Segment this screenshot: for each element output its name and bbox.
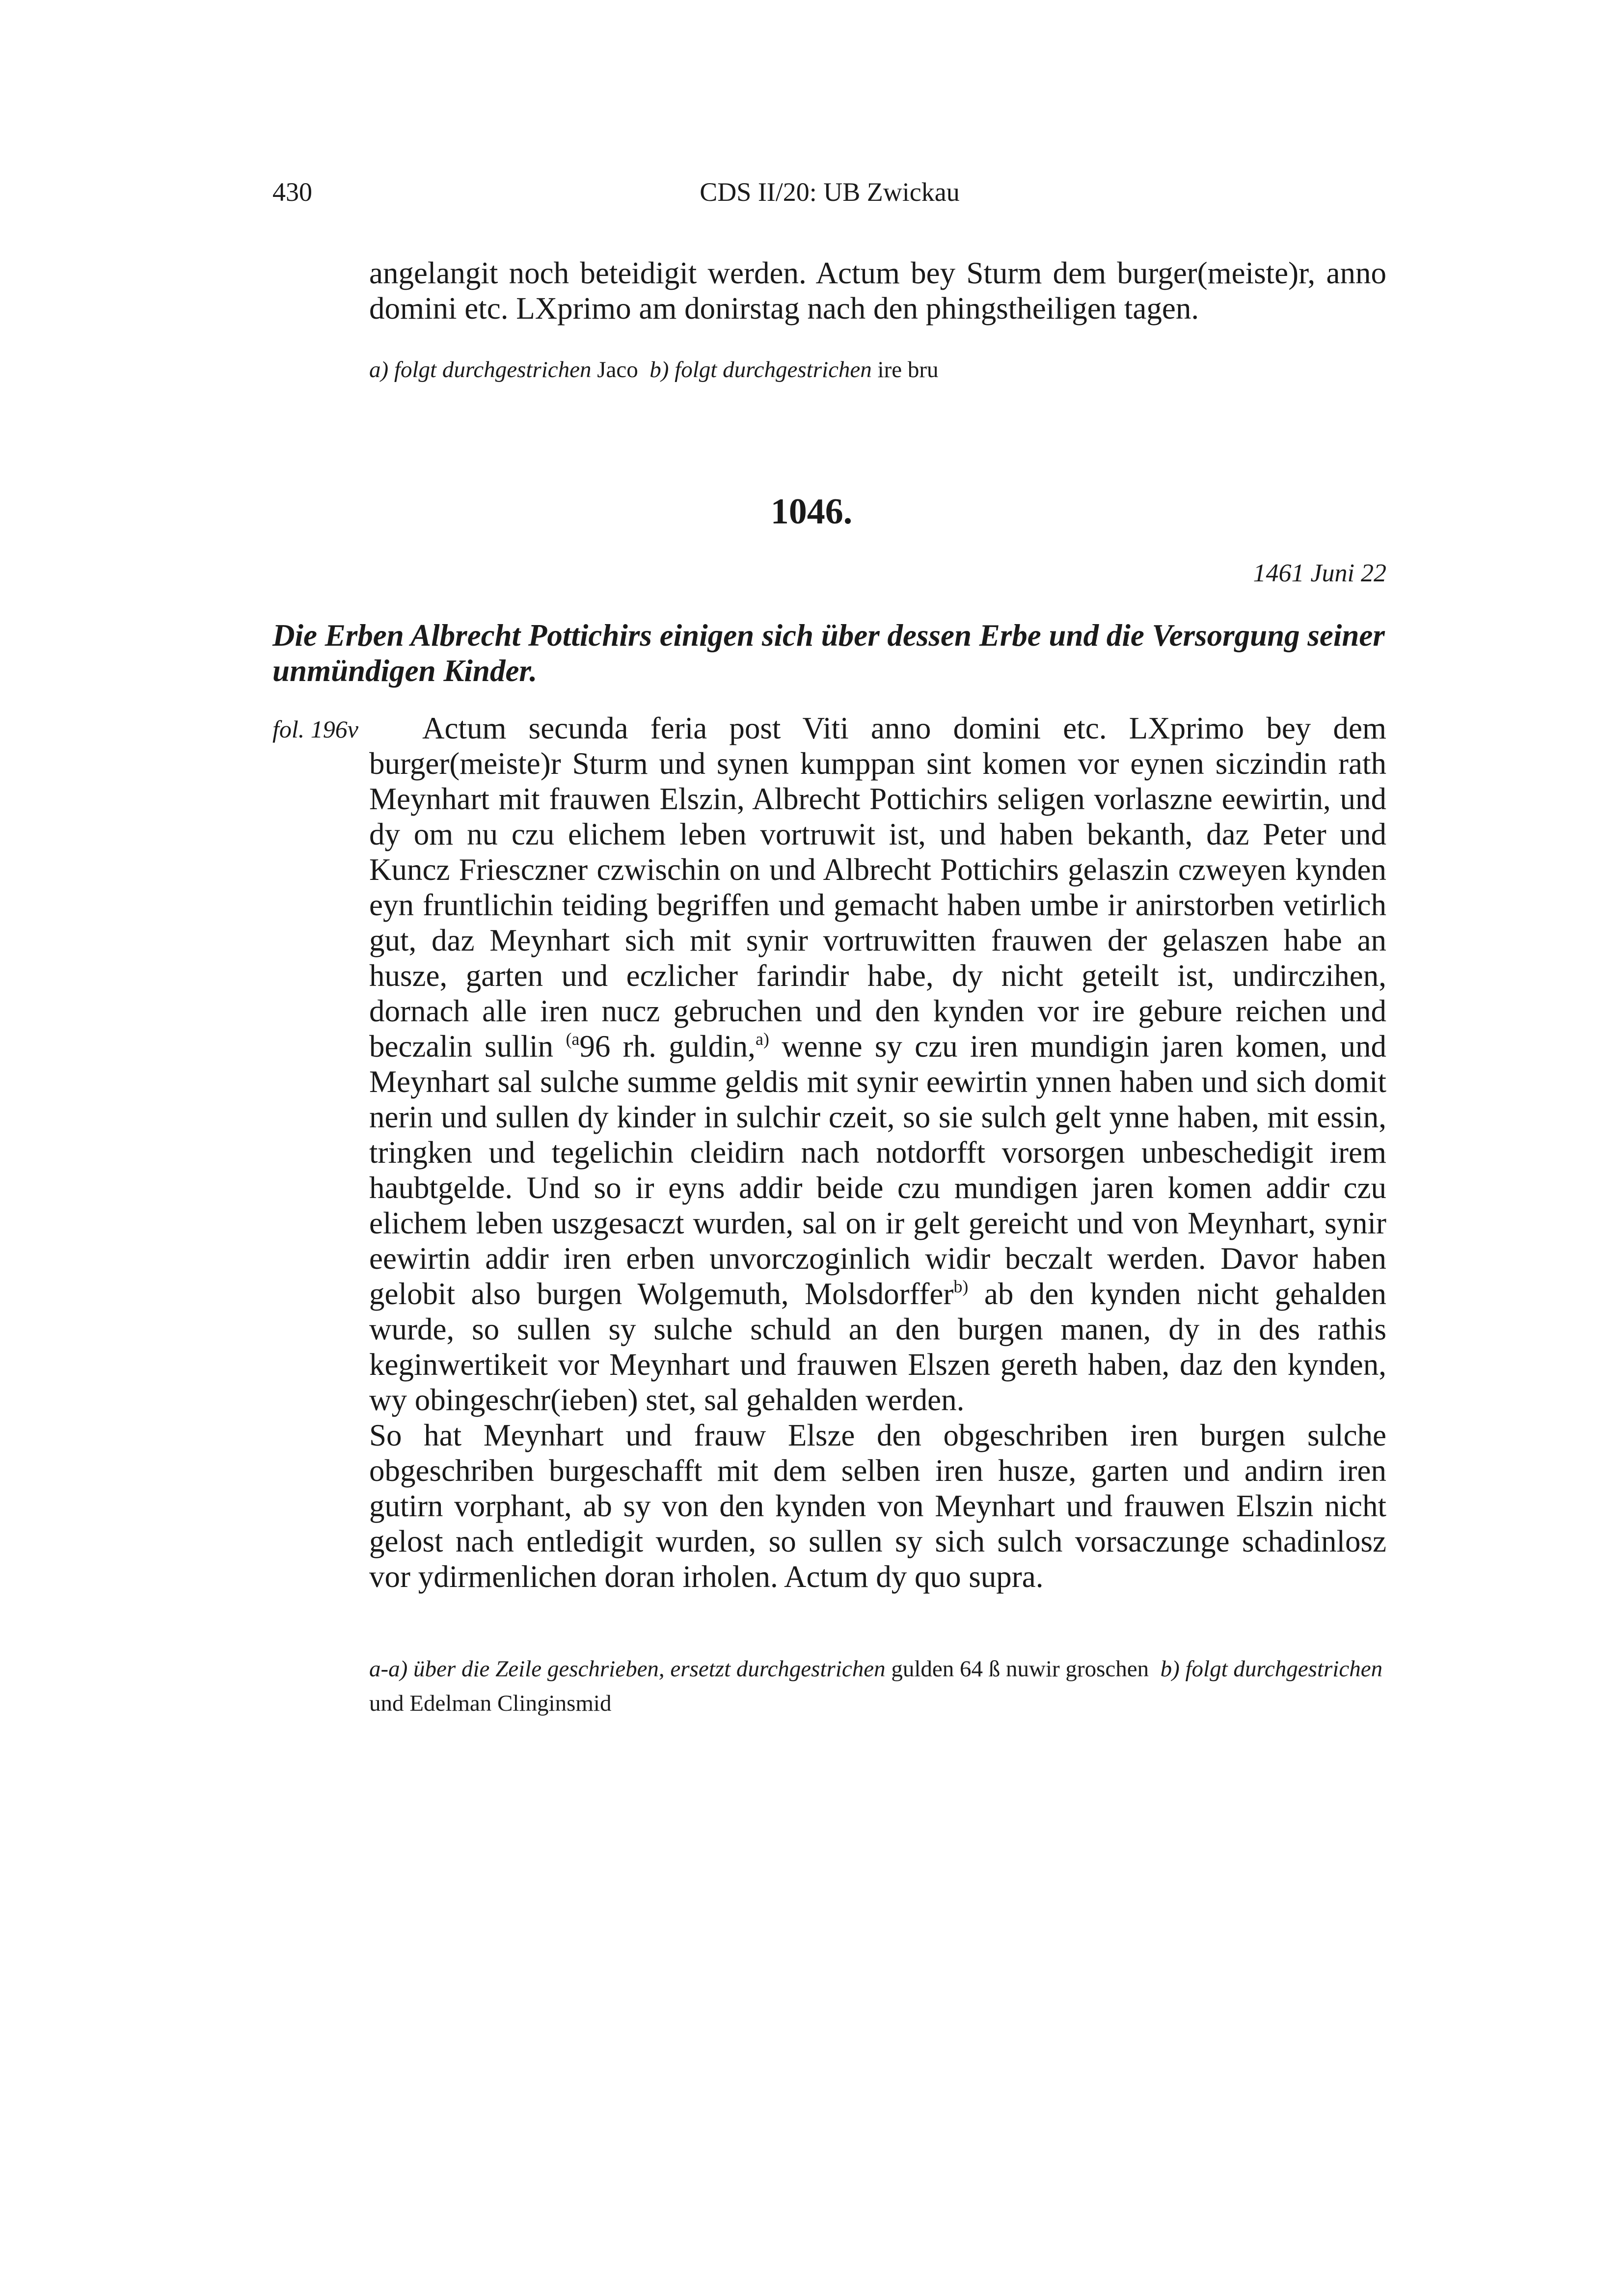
footnote-marker-a-open: (a [566, 1029, 580, 1049]
footnote-a-label: a) folgt durchgestrichen [369, 357, 592, 383]
entry-text [369, 711, 1386, 1594]
footnote-b-label: b) folgt durchgestrichen [649, 357, 872, 383]
previous-entry-footnotes [369, 353, 1386, 387]
para1-part1: Actum secunda feria post Viti anno domini etc. LXprimo bey dem burger(meiste)r Sturm und synen kumppan sint komen vor eynen siczindin rath Meynhart mit frauwen Elszin, Albrecht Pottichirs seligen vorlaszne eewirtin, und dy om nu czu elichem leben vortruwit ist, und haben bekanth, daz Peter und Kuncz Friesczner czwischin on und Albrecht Pottichirs gelaszin czweyen kynden eyn fruntlichin teiding begriffen und gemacht haben umbe ir anirstorben vetirlich gut, daz Meynhart sich mit synir vortruwitten frauwen der gelaszen habe an husze, garten und eczlicher farindir habe, dy nicht geteilt ist, undirczihen, dornach alle iren nucz gebruchen und den kynden vor ire gebure reichen und beczalin sullin [369, 711, 1386, 1064]
running-head [272, 177, 1387, 216]
running-title: CDS II/20: UB Zwickau [700, 177, 960, 207]
footnote-b-text: und Edelman Clinginsmid [369, 1691, 612, 1716]
folio-reference: fol. 196v [272, 715, 358, 743]
footnote-marker-b: b) [953, 1277, 969, 1296]
para1-part2: 96 rh. guldin, [579, 1029, 756, 1064]
footnote-aa-label: a-a) über die Zeile geschrieben, ersetzt durchgestrichen [369, 1656, 886, 1682]
entry-date: 1461 Juni 22 [1253, 559, 1386, 587]
footnote-aa-text: gulden 64 ß nuwir groschen [891, 1656, 1149, 1682]
previous-entry-continuation: angelangit noch beteidigit werden. Actum bey Sturm dem burger(meiste)r, anno domini etc. LXprimo am donirstag nach den phingstheiligen tagen. [369, 256, 1386, 326]
footnote-b-label: b) folgt durchgestrichen [1160, 1656, 1383, 1682]
para1-part4: ab den kynden nicht gehalden wurde, so sullen sy sulche schuld an den burgen manen, dy in des rathis keginwertikeit vor Meynhart und frauwen Elszen gereth haben, daz den kynden, wy obingeschr(ieben) stet, sal gehalden werden. [369, 1277, 1387, 1417]
entry-number: 1046. [770, 492, 853, 532]
page-number: 430 [272, 177, 312, 207]
entry-footnotes [369, 1652, 1386, 1721]
entry-paragraph-1 [369, 711, 1386, 1418]
entry-paragraph-2: So hat Meynhart und frauw Elsze den obgeschriben iren burgen sulche obgeschriben burgeschafft mit dem selben iren husze, garten und andirn iren gutirn vorphant, ab sy von den kynden von Meynhart und frauwen Elszin nicht gelost nach entledigit wurden, so sullen sy sich sulch vorsaczunge schadinlosz vor ydirmenlichen doran irholen. Actum dy quo supra. [369, 1418, 1386, 1594]
footnote-a-text: Jaco [597, 357, 638, 383]
footnote-marker-a-close: a) [755, 1029, 769, 1049]
para1-part3: wenne sy czu iren mundigin jaren komen, und Meynhart sal sulche summe geldis mit synir eewirtin ynnen haben und sich domit nerin und sullen dy kinder in sulchir czeit, so sie sulch gelt ynne haben, mit essin, tringken und tegelichin cleidirn nach notdorfft vorsorgen unbeschedigit irem haubtgelde. Und so ir eyns addir beide czu mundigen jaren komen addir czu elichem leben uszgesaczt wurden, sal on ir gelt gereicht und von Meynhart, synir eewirtin addir iren erben unvorczoginlich widir beczalt werden. Davor haben gelobit also burgen Wolgemuth, Molsdorffer [369, 1029, 1386, 1311]
footnote-b-text: ire bru [877, 357, 939, 383]
entry-regest: Die Erben Albrecht Pottichirs einigen sich über dessen Erbe und die Versorgung seiner unmündigen Kinder. [272, 618, 1385, 688]
